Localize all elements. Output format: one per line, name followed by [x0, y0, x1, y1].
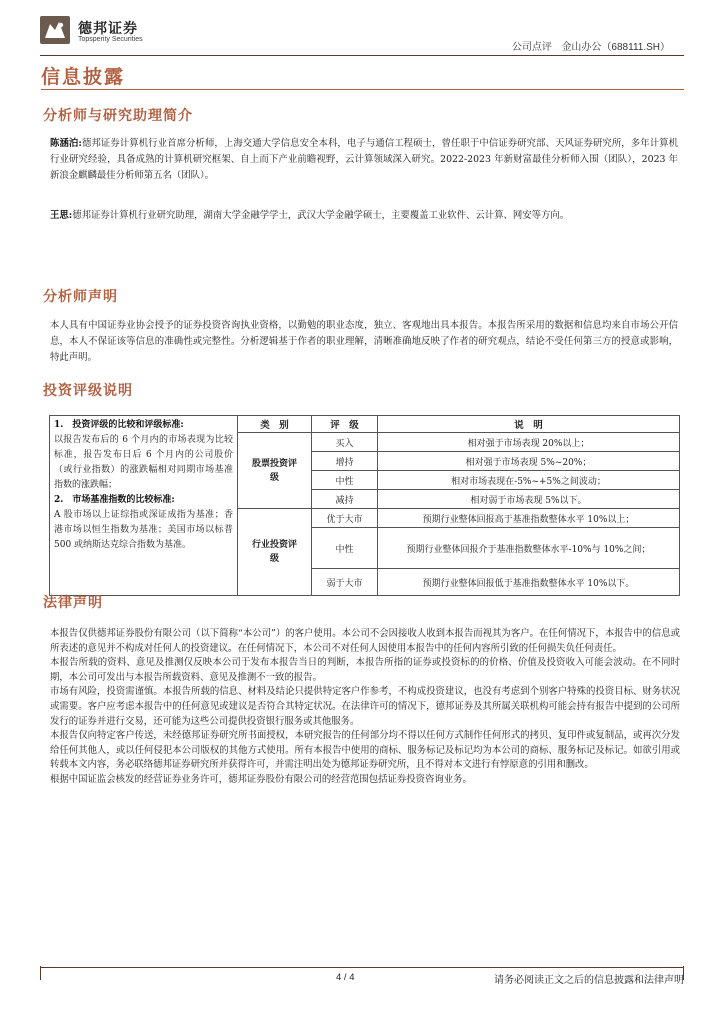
- section-title-analyst-intro: 分析师与研究助理简介: [43, 108, 193, 124]
- footer-rule-left: [40, 966, 41, 980]
- industry-rating-category: 行业投资评级: [238, 509, 312, 596]
- rating-description: 相对强于市场表现 20%以上；: [378, 433, 680, 452]
- rating-table: [49, 415, 680, 596]
- page-number: 4 / 4: [336, 972, 355, 983]
- rating-label: 中性: [312, 471, 378, 490]
- legal-paragraph: 市场有风险，投资需谨慎。本报告所载的信息、材料及结论只提供特定客户作参考，不构成投资建议，也没有考虑到个别客户特殊的投资目标、财务状况或需要。客户应考虑本报告中的任何意见或建议是否符合其特定状况。在法律许可的情况下，德邦证券及其所属关联机构可能会持有报告中提到的公司所发行的证券并进行交易，还可能为这些公司提供投资银行服务或其他服务。: [50, 686, 680, 727]
- report-type: 公司点评: [511, 42, 552, 53]
- page-header: [40, 10, 684, 56]
- title-divider: [41, 89, 684, 90]
- rating-label: 中性: [312, 528, 378, 569]
- footer-disclaimer: 请务必阅读正文之后的信息披露和法律声明: [494, 975, 684, 986]
- analyst-bio-2: [50, 208, 678, 224]
- section-title-analyst-statement: 分析师声明: [43, 289, 118, 305]
- criteria-heading-1: 1. 投资评级的比较和评级标准:: [54, 420, 184, 430]
- legal-paragraph: 本报告所载的资料、意见及推测仅反映本公司于发布本报告当日的判断，本报告所指的证券或投资标的的价格、价值及投资收入可能会波动。在不同时期，本公司可发出与本报告所载资料、意见及推测不一致的报告。: [50, 657, 680, 683]
- legal-paragraph: 本报告仅向特定客户传送，未经德邦证券研究所书面授权，本研究报告的任何部分均不得以任何方式制作任何形式的拷贝、复印件或复制品，或再次分发给任何其他人，或以任何侵犯本公司版权的其他方式使用。所有本报告中使用的商标、服务标记及标记均为本公司的商标、服务标记及标记。如欲引用或转载本文内容，务必联络德邦证券研究所并获得许可，并需注明出处为德邦证券研究所，且不得对本文进行有悖原意的引用和删改。: [50, 730, 680, 771]
- rating-label: 买入: [312, 433, 378, 452]
- company-name: 金山办公: [561, 42, 602, 53]
- analyst-bio-1: [50, 136, 678, 184]
- table-header-row: [50, 416, 680, 433]
- header-divider: [40, 55, 684, 56]
- company-logo: [40, 12, 180, 48]
- header-rating: 评 级: [312, 416, 378, 433]
- rating-criteria-cell: [50, 416, 238, 596]
- rating-description: 相对市场表现在-5%~+5%之间波动；: [378, 471, 680, 490]
- rating-description: 相对弱于市场表现 5%以下。: [378, 490, 680, 509]
- stock-rating-category: 股票投资评级: [238, 433, 312, 509]
- criteria-text-2: A 股市场以上证综指或深证成指为基准；香港市场以恒生指数为基准；美国市场以标普 500 或纳斯达克综合指数为基准。: [54, 510, 233, 550]
- header-category: 类 别: [238, 416, 312, 433]
- legal-text: [50, 627, 680, 788]
- criteria-heading-2: 2. 市场基准指数的比较标准:: [54, 495, 175, 505]
- analyst-bio-text: 德邦证券计算机行业研究助理，湖南大学金融学学士，武汉大学金融学硕士，主要覆盖工业软件、云计算、网安等方向。: [72, 210, 570, 221]
- logo-text-cn: 德邦证券: [78, 21, 138, 37]
- rating-label: 减持: [312, 490, 378, 509]
- footer-divider: [40, 967, 684, 968]
- page-title: 信息披露: [41, 66, 126, 88]
- rating-label: 增持: [312, 452, 378, 471]
- rating-description: 预期行业整体回报介于基准指数整体水平-10%与 10%之间；: [378, 528, 680, 569]
- header-description: 说 明: [378, 416, 680, 433]
- rating-description: 预期行业整体回报低于基准指数整体水平 10%以下。: [378, 569, 680, 596]
- legal-paragraph: 本报告仅供德邦证券股份有限公司（以下简称“本公司”）的客户使用。本公司不会因接收人收到本报告而视其为客户。在任何情况下，本报告中的信息或所表述的意见并不构成对任何人的投资建议。在任何情况下，本公司不对任何人因使用本报告中的任何内容所引致的任何损失负任何责任。: [50, 628, 680, 654]
- logo-mark-icon: [40, 16, 70, 44]
- analyst-bio-text: 德邦证券计算机行业首席分析师，上海交通大学信息安全本科，电子与通信工程硕士，曾任职于中信证券研究部、天风证券研究所，多年计算机行业研究经验，具备成熟的计算机研究框架、自上而下产业前瞻视野，云计算领域深入研究。2022-2023 年新财富最佳分析师入围（团队），2023 年新浪金麒麟最佳分析师第五名（团队）。: [50, 138, 678, 181]
- rating-description: 相对强于市场表现 5%~20%；: [378, 452, 680, 471]
- logo-text-en: Topsperity Securities: [78, 36, 143, 43]
- section-title-rating: 投资评级说明: [43, 383, 133, 399]
- analyst-name: 王思:: [50, 210, 73, 221]
- analyst-statement-text: 本人具有中国证券业协会授予的证券投资咨询执业资格，以勤勉的职业态度，独立、客观地出具本报告。本报告所采用的数据和信息均来自市场公开信息，本人不保证该等信息的准确性或完整性。分析逻辑基于作者的职业理解，清晰准确地反映了作者的研究观点，结论不受任何第三方的授意或影响，特此声明。: [50, 320, 678, 363]
- rating-label: 弱于大市: [312, 569, 378, 596]
- legal-paragraph: 根据中国证监会核发的经营证券业务许可，德邦证券股份有限公司的经营范围包括证券投资咨询业务。: [50, 773, 472, 785]
- rating-description: 预期行业整体回报高于基准指数整体水平 10%以上；: [378, 509, 680, 528]
- criteria-text-1: 以报告发布后的 6 个月内的市场表现为比较标准，报告发布日后 6 个月内的公司股价（或行业指数）的涨跌幅相对同期市场基准指数的涨跌幅；: [54, 435, 233, 490]
- ticker: （688111.SH）: [601, 42, 670, 53]
- analyst-name: 陈涵泊:: [50, 138, 82, 149]
- section-title-legal: 法律声明: [43, 595, 103, 611]
- rating-label: 优于大市: [312, 509, 378, 528]
- report-meta: [512, 38, 670, 53]
